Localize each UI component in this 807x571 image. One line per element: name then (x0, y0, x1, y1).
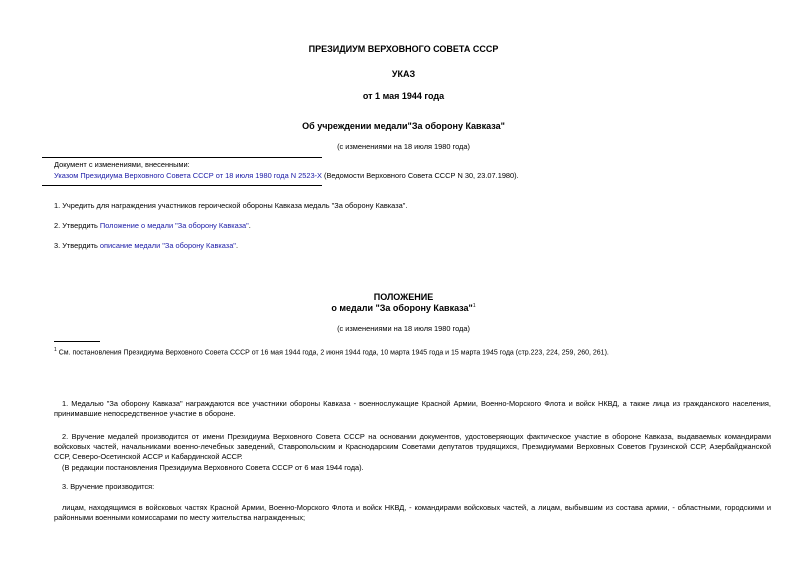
description-link[interactable]: описание медали "За оборону Кавказа" (99, 241, 236, 250)
decree-item-3-suffix: . (235, 241, 238, 250)
regulation-paragraph-2-note: (В редакции постановления Президиума Верховного Совета СССР от 6 мая 1944 года). (62, 463, 364, 472)
footnote-number: 1 (54, 347, 57, 353)
footnote (54, 347, 609, 356)
doc-changes-label: Документ с изменениями, внесенными: (54, 160, 190, 169)
regulation-title: ПОЛОЖЕНИЕ (373, 292, 434, 302)
footnote-text: См. постановления Президиума Верховного Совета СССР от 16 мая 1944 года, 2 июня 1944 года, 10 марта 1945 года и 15 марта 1945 года (стр.223, 224, 259, 260, 261). (56, 349, 609, 357)
top-divider (42, 157, 322, 158)
bottom-divider (42, 185, 322, 186)
regulation-subtitle-line (0, 303, 807, 313)
decree-item-3 (54, 241, 238, 250)
decree-item-2-prefix: 2. Утвердить (54, 221, 100, 230)
regulation-paragraph-4: лицам, находящимся в войсковых частях Красной Армии, Военно-Морского Флота и войск НКВД, - командирами войсковых частей, а лицам, выбывшим из состава армии, - областными, городскими и районными военными комиссарами по месту жительства награжденных; (54, 503, 771, 522)
regulation-paragraph-1: 1. Медалью "За оборону Кавказа" награждаются все участники обороны Кавказа - военнослужащие Красной Армии, Военно-Морского Флота и войск НКВД, а также лица из гражданского населения, принимавшие непосредственное участие в обороне. (54, 399, 771, 418)
footnote-divider (54, 341, 100, 342)
ukaz-heading: УКАЗ (391, 69, 416, 79)
decree-item-3-prefix: 3. Утвердить (54, 241, 100, 250)
decree-date: от 1 мая 1944 года (362, 91, 445, 101)
decree-item-2 (54, 221, 251, 230)
regulation-subtitle: о медали "За оборону Кавказа" (331, 303, 473, 313)
amending-decree-link[interactable]: Указом Президиума Верховного Совета СССР от 18 июля 1980 года N 2523-X (54, 171, 322, 180)
presidium-heading: ПРЕЗИДИУМ ВЕРХОВНОГО СОВЕТА СССР (308, 44, 499, 54)
decree-item-2-suffix: . (248, 221, 251, 230)
doc-changes-line (54, 171, 519, 180)
decree-amended-note: (с изменениями на 18 июля 1980 года) (337, 142, 470, 151)
regulation-link[interactable]: Положение о медали "За оборону Кавказа" (99, 221, 249, 230)
regulation-paragraph-3: 3. Вручение производится: (62, 482, 155, 491)
doc-changes-tail: (Ведомости Верховного Совета СССР N 30, 23.07.1980). (321, 171, 519, 180)
decree-item-1: 1. Учредить для награждения участников героической обороны Кавказа медаль "За оборону Кавказа". (54, 201, 408, 210)
regulation-paragraph-2: 2. Вручение медалей производится от имени Президиума Верховного Совета СССР на основании документов, удостоверяющих фактическое участие в обороне Кавказа, выдаваемых командирами войсковых частей, начальниками военно-лечебных заведений, Ставропольским и Краснодарским Советами депутатов трудящихся, Президиумами Верховных Советов Грузинской ССР, Азербайджанской ССР, Северо-Осетинской АССР и Кабардинской АССР. (54, 432, 771, 461)
regulation-amended-note: (с изменениями на 18 июля 1980 года) (337, 324, 470, 333)
decree-title: Об учреждении медали"За оборону Кавказа" (302, 121, 505, 131)
regulation-footnote-mark: 1 (472, 303, 476, 309)
